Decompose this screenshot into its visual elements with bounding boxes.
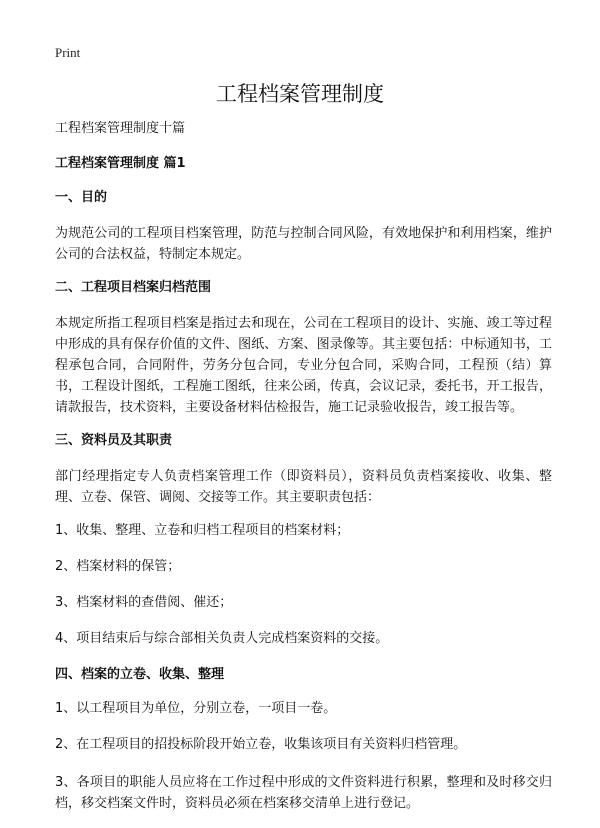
section-heading: 二、工程项目档案归档范围 <box>55 280 212 295</box>
document-subtitle: 工程档案管理制度十篇 <box>55 121 186 136</box>
section-heading: 三、资料员及其职责 <box>55 433 173 448</box>
list-item: 1、收集、整理、立卷和归档工程项目的档案材料； <box>55 523 350 538</box>
list-item: 3、各项目的职能人员应将在工作过程中形成的文件资料进行积累，整理和及时移交归档，移交档案文件时，资料员必须在档案移交清单上进行登记。 <box>55 775 552 811</box>
document-title: 工程档案管理制度 <box>216 82 384 106</box>
article-heading: 工程档案管理制度 篇1 <box>55 156 186 171</box>
list-item: 3、档案材料的查借阅、催还； <box>55 595 233 610</box>
list-item: 1、以工程项目为单位，分别立卷，一项目一卷。 <box>55 701 337 716</box>
section-heading: 四、档案的立卷、收集、整理 <box>55 667 225 682</box>
list-item: 2、档案材料的保管； <box>55 559 181 574</box>
document-body <box>55 120 552 828</box>
list-item: 4、项目结束后与综合部相关负责人完成档案资料的交接。 <box>55 631 389 646</box>
section-paragraph: 部门经理指定专人负责档案管理工作（即资料员），资料员负责档案接收、收集、整理、立卷、保管、调阅、交接等工作。其主要职责包括： <box>55 469 552 505</box>
section-paragraph: 本规定所指工程项目档案是指过去和现在，公司在工程项目的设计、实施、竣工等过程中形成的具有保存价值的文件、图纸、方案、图录像等。其主要包括：中标通知书，工程承包合同，合同附件，劳务分包合同，专业分包合同，采购合同，工程预（结）算书，工程设计图纸，工程施工图纸，往来公函，传真，会议记录，委托书，开工报告，请款报告，技术资料，主要设备材料估检报告，施工记录验收报告，竣工报告等。 <box>55 316 552 415</box>
section-heading: 一、目的 <box>55 190 108 205</box>
print-label: Print <box>55 45 81 60</box>
section-paragraph: 为规范公司的工程项目档案管理，防范与控制合同风险，有效地保护和利用档案，维护公司的合法权益，特制定本规定。 <box>55 226 552 262</box>
list-item: 2、在工程项目的招投标阶段开始立卷，收集该项目有关资料归档管理。 <box>55 737 467 752</box>
